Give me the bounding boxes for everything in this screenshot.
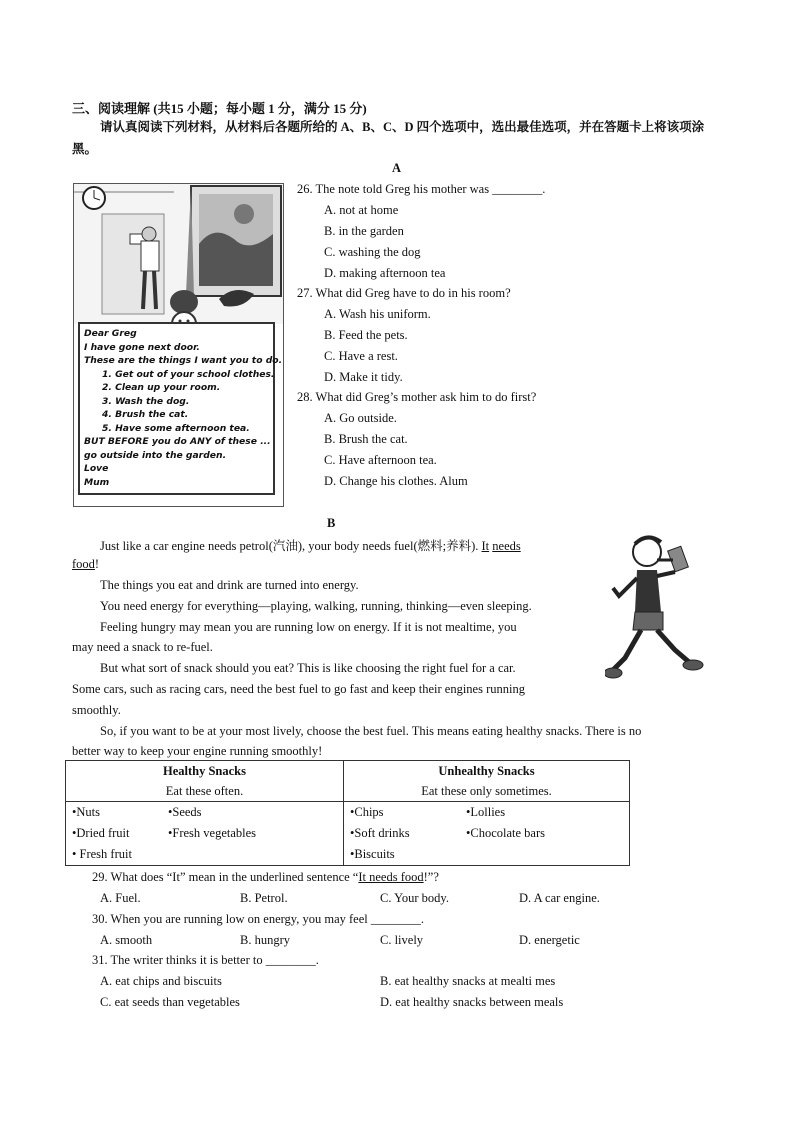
- q30-option-d[interactable]: D. energetic: [519, 933, 580, 947]
- passage-b-paragraph-5-cont: Some cars, such as racing cars, need the best fuel to go fast and keep their engines running: [72, 682, 525, 696]
- section-title: 三、阅读理解 (共15 小题；每小题 1 分，满分 15 分): [72, 101, 367, 116]
- section-instruction: 请认真阅读下列材料，从材料后各题所给的 A、B、C、D 四个选项中，选出最佳选项，并在答题卡上将该项涂黑。: [72, 120, 705, 156]
- mum-note: [78, 322, 283, 495]
- note-line: 3. Wash the dog.: [102, 395, 190, 407]
- passage-b-paragraph-6: So, if you want to be at your most lively, choose the best fuel. This means eating healthy snacks. There is no: [100, 724, 642, 738]
- q31-option-d[interactable]: D. eat healthy snacks between meals: [380, 995, 564, 1009]
- runner-drinking-image: [605, 530, 723, 688]
- p1-text: Just like a car engine needs petrol(汽油), your body needs fuel(燃料;养料).: [100, 539, 479, 553]
- passage-a-label: A: [392, 161, 402, 175]
- passage-b-paragraph-1: [100, 536, 521, 554]
- snack-item: •Chocolate bars: [466, 826, 546, 840]
- q29-option-d[interactable]: D. A car engine.: [519, 891, 600, 905]
- question-28-stem: 28. What did Greg’s mother ask him to do first?: [297, 390, 537, 404]
- q29-underlined-quote: It needs food: [358, 870, 424, 884]
- passage-b-paragraph-5-end: smoothly.: [72, 703, 121, 717]
- q30-option-b[interactable]: B. hungry: [240, 933, 290, 947]
- q28-option-d[interactable]: D. Change his clothes. Alum: [324, 474, 468, 488]
- question-30-stem: 30. When you are running low on energy, you may feel ________.: [92, 912, 424, 926]
- snack-item: •Dried fruit: [72, 826, 130, 840]
- snack-item: •Soft drinks: [350, 826, 410, 840]
- note-line: Dear Greg: [84, 328, 137, 339]
- q28-option-a[interactable]: A. Go outside.: [324, 411, 397, 425]
- snack-item: • Fresh fruit: [72, 847, 132, 861]
- unhealthy-header-cell: [344, 761, 630, 802]
- snacks-table: [65, 760, 630, 866]
- note-line: 4. Brush the cat.: [102, 409, 189, 420]
- passage-b-paragraph-2: The things you eat and drink are turned into energy.: [100, 578, 359, 592]
- passage-b-paragraph-5: But what sort of snack should you eat? This is like choosing the right fuel for a car.: [100, 661, 516, 675]
- q26-option-c[interactable]: C. washing the dog: [324, 245, 421, 259]
- p1-underline-needs: needs: [492, 539, 521, 553]
- q31-option-b[interactable]: B. eat healthy snacks at mealti mes: [380, 974, 556, 988]
- healthy-header-cell: [66, 761, 344, 802]
- q27-option-a[interactable]: A. Wash his uniform.: [324, 307, 431, 321]
- q27-option-c[interactable]: C. Have a rest.: [324, 349, 398, 363]
- snack-item: •Chips: [350, 805, 384, 819]
- note-line: Love: [84, 463, 109, 474]
- passage-b-paragraph-4: Feeling hungry may mean you are running low on energy. If it is not mealtime, you: [100, 620, 517, 634]
- snack-item: •Biscuits: [350, 847, 395, 861]
- snack-item: •Nuts: [72, 805, 100, 819]
- q31-option-a[interactable]: A. eat chips and biscuits: [100, 974, 222, 988]
- passage-a-illustration: [73, 183, 284, 507]
- question-31-stem: 31. The writer thinks it is better to ________.: [92, 953, 319, 967]
- passage-b-paragraph-3: You need energy for everything—playing, walking, running, thinking—even sleeping.: [100, 599, 532, 613]
- healthy-title: Healthy Snacks: [162, 764, 246, 778]
- note-line: go outside into the garden.: [84, 449, 227, 461]
- q26-option-b[interactable]: B. in the garden: [324, 224, 404, 238]
- unhealthy-items-cell: [344, 802, 630, 866]
- snack-item: •Fresh vegetables: [168, 826, 257, 840]
- snack-item: •Lollies: [466, 805, 506, 819]
- p1-end: !: [94, 557, 100, 571]
- question-27-stem: 27. What did Greg have to do in his room?: [297, 286, 511, 300]
- boy-reading-note-image: [74, 184, 283, 324]
- note-line: I have gone next door.: [84, 341, 200, 353]
- unhealthy-title: Unhealthy Snacks: [438, 764, 535, 778]
- q27-option-d[interactable]: D. Make it tidy.: [324, 370, 403, 384]
- q31-option-c[interactable]: C. eat seeds than vegetables: [100, 995, 240, 1009]
- q26-option-d[interactable]: D. making afternoon tea: [324, 266, 446, 280]
- q30-option-c[interactable]: C. lively: [380, 933, 424, 947]
- note-line: 1. Get out of your school clothes.: [102, 368, 275, 380]
- note-line: These are the things I want you to do.: [84, 355, 283, 366]
- q26-option-a[interactable]: A. not at home: [324, 203, 399, 217]
- note-line: 2. Clean up your room.: [102, 382, 221, 393]
- q28-option-c[interactable]: C. Have afternoon tea.: [324, 453, 437, 467]
- q29-option-a[interactable]: A. Fuel.: [100, 891, 141, 905]
- q27-option-b[interactable]: B. Feed the pets.: [324, 328, 408, 342]
- healthy-subtitle: Eat these often.: [165, 784, 244, 798]
- q30-option-a[interactable]: A. smooth: [100, 933, 153, 947]
- unhealthy-subtitle: Eat these only sometimes.: [421, 784, 552, 798]
- q29-option-b[interactable]: B. Petrol.: [240, 891, 288, 905]
- note-line: Mum: [84, 476, 110, 488]
- snack-item: •Seeds: [168, 805, 202, 819]
- p1-underline-food: food: [72, 557, 95, 571]
- q29-option-c[interactable]: C. Your body.: [380, 891, 450, 905]
- passage-b-label: B: [327, 516, 336, 530]
- passage-b-paragraph-6-cont: better way to keep your engine running smoothly!: [72, 744, 323, 758]
- note-line: BUT BEFORE you do ANY of these ...: [84, 436, 271, 447]
- q28-option-b[interactable]: B. Brush the cat.: [324, 432, 408, 446]
- note-line: 5. Have some afternoon tea.: [102, 422, 250, 434]
- passage-b-paragraph-1-cont: [72, 557, 99, 572]
- question-26-stem: 26. The note told Greg his mother was ________.: [297, 182, 546, 196]
- healthy-items-cell: [66, 802, 344, 866]
- passage-b-paragraph-4-cont: may need a snack to re-fuel.: [72, 640, 213, 654]
- p1-underline-it: It: [481, 539, 490, 553]
- question-29-stem: 29. What does “It” mean in the underlined sentence “It needs food!”?: [92, 870, 439, 884]
